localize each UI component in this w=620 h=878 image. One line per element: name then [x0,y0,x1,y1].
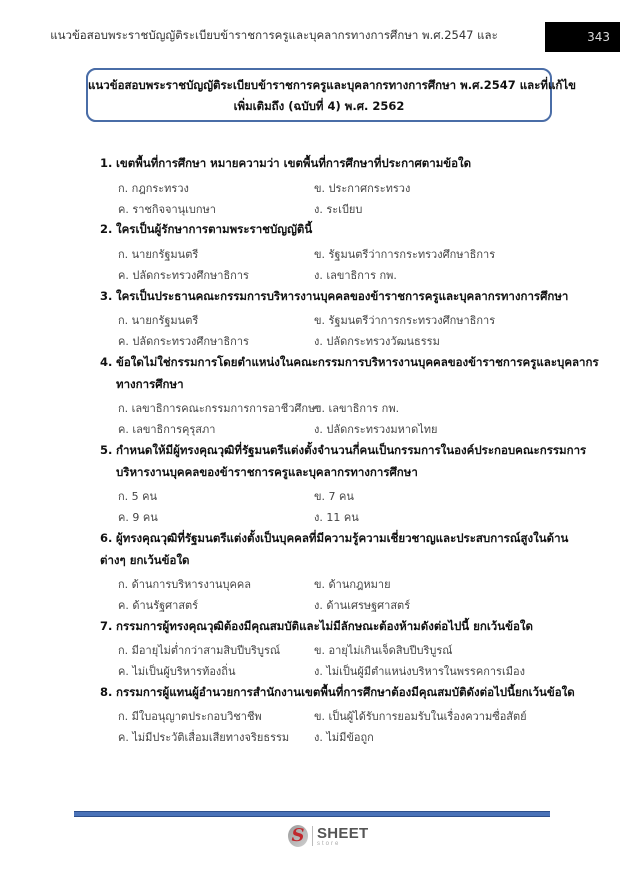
question-1 [100,155,471,173]
question-text-continued: บริหารงานบุคคลของข้าราชการครูและบุคลากรทางการศึกษา [116,465,418,479]
option-d: ง. ด้านเศรษฐศาสตร์ [314,599,411,612]
question-number: 7. [100,619,113,633]
option-a: ก. กฎกระทรวง [118,182,189,195]
option-c: ค. ปลัดกระทรวงศึกษาธิการ [118,335,249,348]
option-c: ค. ด้านรัฐศาสตร์ [118,599,199,612]
option-d: ง. เลขาธิการ กพ. [314,269,397,282]
option-c: ค. 9 คน [118,511,158,524]
question-number: 4. [100,355,113,369]
question-number: 6. [100,531,113,545]
question-6 [100,530,568,548]
option-a: ก. นายกรัฐมนตรี [118,314,199,327]
option-d: ง. ปลัดกระทรวงวัฒนธรรม [314,335,440,348]
question-number: 3. [100,289,113,303]
question-number: 8. [100,685,113,699]
running-header: แนวข้อสอบพระราชบัญญัติระเบียบข้าราชการครูและบุคลากรทางการศึกษา พ.ศ.2547 และ [50,28,498,42]
question-number: 5. [100,443,113,457]
question-text-continued: ต่างๆ ยกเว้นข้อใด [100,553,190,567]
option-b: ข. รัฐมนตรีว่าการกระทรวงศึกษาธิการ [314,248,496,261]
option-a: ก. มีอายุไม่ต่ำกว่าสามสิบปีบริบูรณ์ [118,644,281,657]
title-box-visible [86,68,577,122]
page-number-badge: 343 [545,22,620,52]
footer-divider [74,811,550,817]
option-d: ง. ไม่เป็นผู้มีตำแหน่งบริหารในพรรคการเมือง [314,665,525,678]
question-text: ผู้ทรงคุณวุฒิที่รัฐมนตรีแต่งตั้งเป็นบุคคลที่มีความรู้ความเชี่ยวชาญและประสบการณ์สูงในด้าน [116,531,569,545]
option-b: ข. 7 คน [314,490,354,503]
question-text: กำหนดให้มีผู้ทรงคุณวุฒิที่รัฐมนตรีแต่งตั้งจำนวนกี่คนเป็นกรรมการในองค์ประกอบคณะกรรมการ [116,443,587,457]
option-a: ก. 5 คน [118,490,158,503]
sheet-store-logo [288,823,369,849]
question-text: ข้อใดไม่ใช่กรรมการโดยตำแหน่งในคณะกรรมการบริหารงานบุคคลของข้าราชการครูและบุคลากร [116,355,599,369]
option-b: ข. เป็นผู้ได้รับการยอมรับในเรื่องความซื่อสัตย์ [314,710,527,723]
option-a: ก. ด้านการบริหารงานบุคคล [118,578,251,591]
title-line-2: เพิ่มเติมถึง (ฉบับที่ 4) พ.ศ. 2562 [233,99,405,113]
option-b: ข. อายุไม่เกินเจ็ดสิบปีบริบูรณ์ [314,644,453,657]
question-text-continued: ทางการศึกษา [116,377,184,391]
option-c: ค. ปลัดกระทรวงศึกษาธิการ [118,269,249,282]
logo-separator [312,826,313,846]
logo-wordmark [317,826,369,847]
option-a: ก. มีใบอนุญาตประกอบวิชาชีพ [118,710,262,723]
question-text: ใครเป็นผู้รักษาการตามพระราชบัญญัตินี้ [116,222,313,236]
logo-s-icon [288,825,308,847]
title-line-1: แนวข้อสอบพระราชบัญญัติระเบียบข้าราชการครูและบุคลากรทางการศึกษา พ.ศ.2547 และที่แก้ไข [88,78,577,92]
option-d: ง. ปลัดกระทรวงมหาดไทย [314,423,438,436]
question-number: 2. [100,222,113,236]
option-d: ง. ระเบียบ [314,203,363,216]
option-d: ง. 11 คน [314,511,359,524]
option-b: ข. ประกาศกระทรวง [314,182,411,195]
question-text: เขตพื้นที่การศึกษา หมายความว่า เขตพื้นที่การศึกษาที่ประกาศตามข้อใด [116,156,472,170]
option-a: ก. เลขาธิการคณะกรรมการการอาชีวศึกษา [118,402,322,415]
question-text: กรรมการผู้แทนผู้อำนวยการสำนักงานเขตพื้นที่การศึกษาต้องมีคุณสมบัติดังต่อไปนี้ยกเว้นข้อใด [116,685,575,699]
question-text: ใครเป็นประธานคณะกรรมการบริหารงานบุคคลของข้าราชการครูและบุคลากรทางการศึกษา [116,289,569,303]
question-8 [100,684,575,702]
option-c: ค. ไม่เป็นผู้บริหารท้องถิ่น [118,665,236,678]
option-a: ก. นายกรัฐมนตรี [118,248,199,261]
question-5 [100,442,586,460]
option-c: ค. ราชกิจจานุเบกษา [118,203,216,216]
logo-subtext: store [317,840,341,847]
option-b: ข. รัฐมนตรีว่าการกระทรวงศึกษาธิการ [314,314,496,327]
question-text: กรรมการผู้ทรงคุณวุฒิต้องมีคุณสมบัติและไม่มีลักษณะต้องห้ามดังต่อไปนี้ ยกเว้นข้อใด [116,619,533,633]
question-7 [100,618,533,636]
question-4 [100,354,599,372]
option-c: ค. เลขาธิการคุรุสภา [118,423,216,436]
logo-text: SHEET [317,824,369,842]
option-c: ค. ไม่มีประวัติเสื่อมเสียทางจริยธรรม [118,731,290,744]
option-b: ข. เลขาธิการ กพ. [314,402,400,415]
question-2 [100,221,312,239]
question-number: 1. [100,156,113,170]
logo-mark-letter: S [291,825,305,846]
option-b: ข. ด้านกฎหมาย [314,578,391,591]
option-d: ง. ไม่มีข้อถูก [314,731,374,744]
question-3 [100,288,568,306]
